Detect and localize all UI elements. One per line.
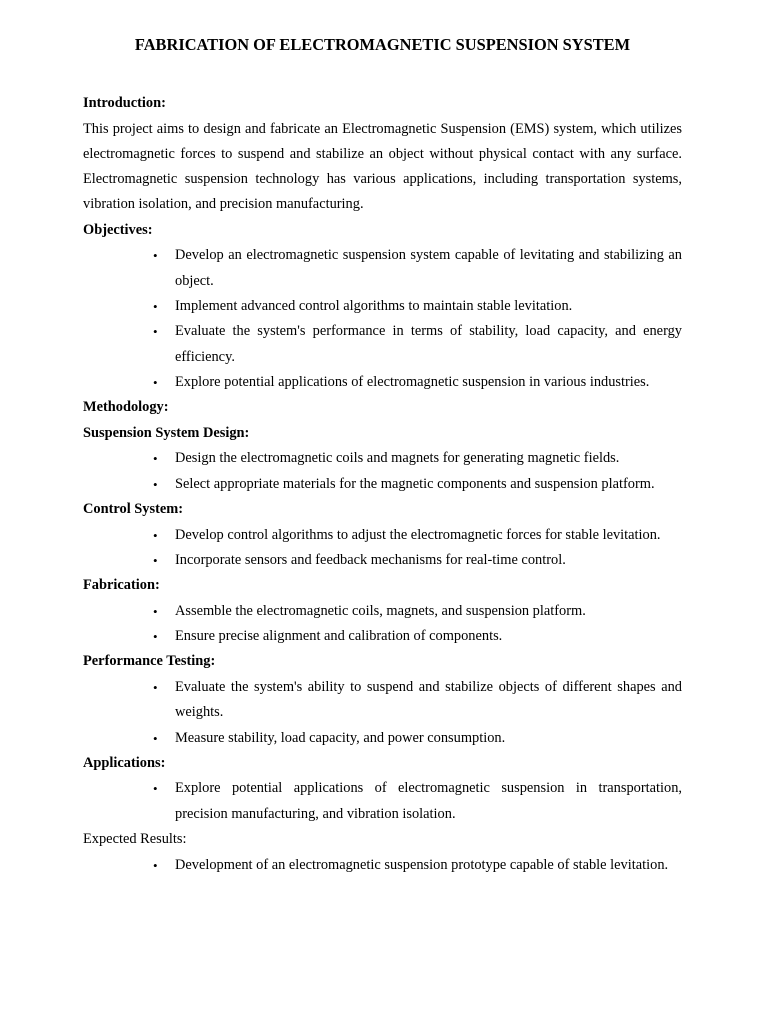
applications-heading: Applications: xyxy=(83,754,166,771)
list-item xyxy=(83,675,682,726)
list-item xyxy=(83,599,682,624)
applications-list xyxy=(83,776,682,827)
list-item-text: Ensure precise alignment and calibration of components. xyxy=(175,628,503,645)
list-item xyxy=(83,776,682,827)
list-item xyxy=(83,523,682,548)
control-system-heading: Control System: xyxy=(83,500,184,517)
fabrication-heading: Fabrication: xyxy=(83,577,160,594)
fabrication-list xyxy=(83,599,682,650)
bullet-icon: • xyxy=(153,781,158,797)
list-item xyxy=(83,472,682,497)
bullet-icon: • xyxy=(153,857,158,873)
list-item-text: Explore potential applications of electromagnetic suspension in transportation, precision manufacturing, and vibration isolation. xyxy=(175,780,682,822)
document-page xyxy=(83,34,682,878)
bullet-icon: • xyxy=(153,374,158,390)
list-item-text: Assemble the electromagnetic coils, magnets, and suspension platform. xyxy=(175,602,586,619)
bullet-icon: • xyxy=(153,298,158,314)
list-item-text: Implement advanced control algorithms to maintain stable levitation. xyxy=(175,297,573,314)
list-item xyxy=(83,853,682,878)
control-system-list xyxy=(83,523,682,574)
list-item-text: Measure stability, load capacity, and power consumption. xyxy=(175,729,506,746)
list-item xyxy=(83,370,682,395)
list-item-text: Develop an electromagnetic suspension system capable of levitating and stabilizing an object. xyxy=(175,247,682,289)
list-item xyxy=(83,548,682,573)
bullet-icon: • xyxy=(153,730,158,746)
list-item xyxy=(83,446,682,471)
list-item-text: Evaluate the system's ability to suspend and stabilize objects of different shapes and weights. xyxy=(175,678,682,721)
objectives-heading: Objectives: xyxy=(83,221,153,238)
list-item xyxy=(83,243,682,294)
expected-results-heading: Expected Results: xyxy=(83,830,187,847)
list-item-text: Develop control algorithms to adjust the electromagnetic forces for stable levitation. xyxy=(175,526,661,543)
bullet-icon: • xyxy=(153,451,158,467)
document-title: FABRICATION OF ELECTROMAGNETIC SUSPENSION SYSTEM xyxy=(134,35,631,54)
performance-testing-list xyxy=(83,675,682,751)
list-item-text: Evaluate the system's performance in terms of stability, load capacity, and energy efficiency. xyxy=(175,323,682,365)
bullet-icon: • xyxy=(153,629,158,645)
bullet-icon: • xyxy=(153,603,158,619)
bullet-icon: • xyxy=(153,324,158,340)
introduction-heading: Introduction: xyxy=(83,95,166,111)
list-item-text: Explore potential applications of electromagnetic suspension in various industries. xyxy=(175,373,650,390)
list-item xyxy=(83,726,682,751)
suspension-design-list xyxy=(83,446,682,497)
bullet-icon: • xyxy=(153,527,158,543)
objectives-list xyxy=(83,243,682,395)
bullet-icon: • xyxy=(153,248,158,264)
list-item-text: Select appropriate materials for the magnetic components and suspension platform. xyxy=(175,475,655,492)
performance-testing-heading: Performance Testing: xyxy=(83,653,216,670)
methodology-heading: Methodology: xyxy=(83,399,169,416)
list-item xyxy=(83,624,682,649)
list-item xyxy=(83,294,682,319)
bullet-icon: • xyxy=(153,552,158,568)
list-item xyxy=(83,319,682,370)
list-item-text: Design the electromagnetic coils and magnets for generating magnetic fields. xyxy=(175,450,620,467)
introduction-text: This project aims to design and fabricate an Electromagnetic Suspension (EMS) system, which utilizes electromagnetic forces to suspend and stabilize an object without physical contact with any surface. Electromagnetic suspension technology has various applications, including transportation systems, vibration isolation, and precision manufacturing. xyxy=(83,120,682,213)
expected-results-list xyxy=(83,853,682,878)
bullet-icon: • xyxy=(153,476,158,492)
list-item-text: Development of an electromagnetic suspension prototype capable of stable levitation. xyxy=(175,856,669,873)
suspension-design-heading: Suspension System Design: xyxy=(83,424,250,441)
bullet-icon: • xyxy=(153,679,158,695)
list-item-text: Incorporate sensors and feedback mechanisms for real-time control. xyxy=(175,551,566,568)
